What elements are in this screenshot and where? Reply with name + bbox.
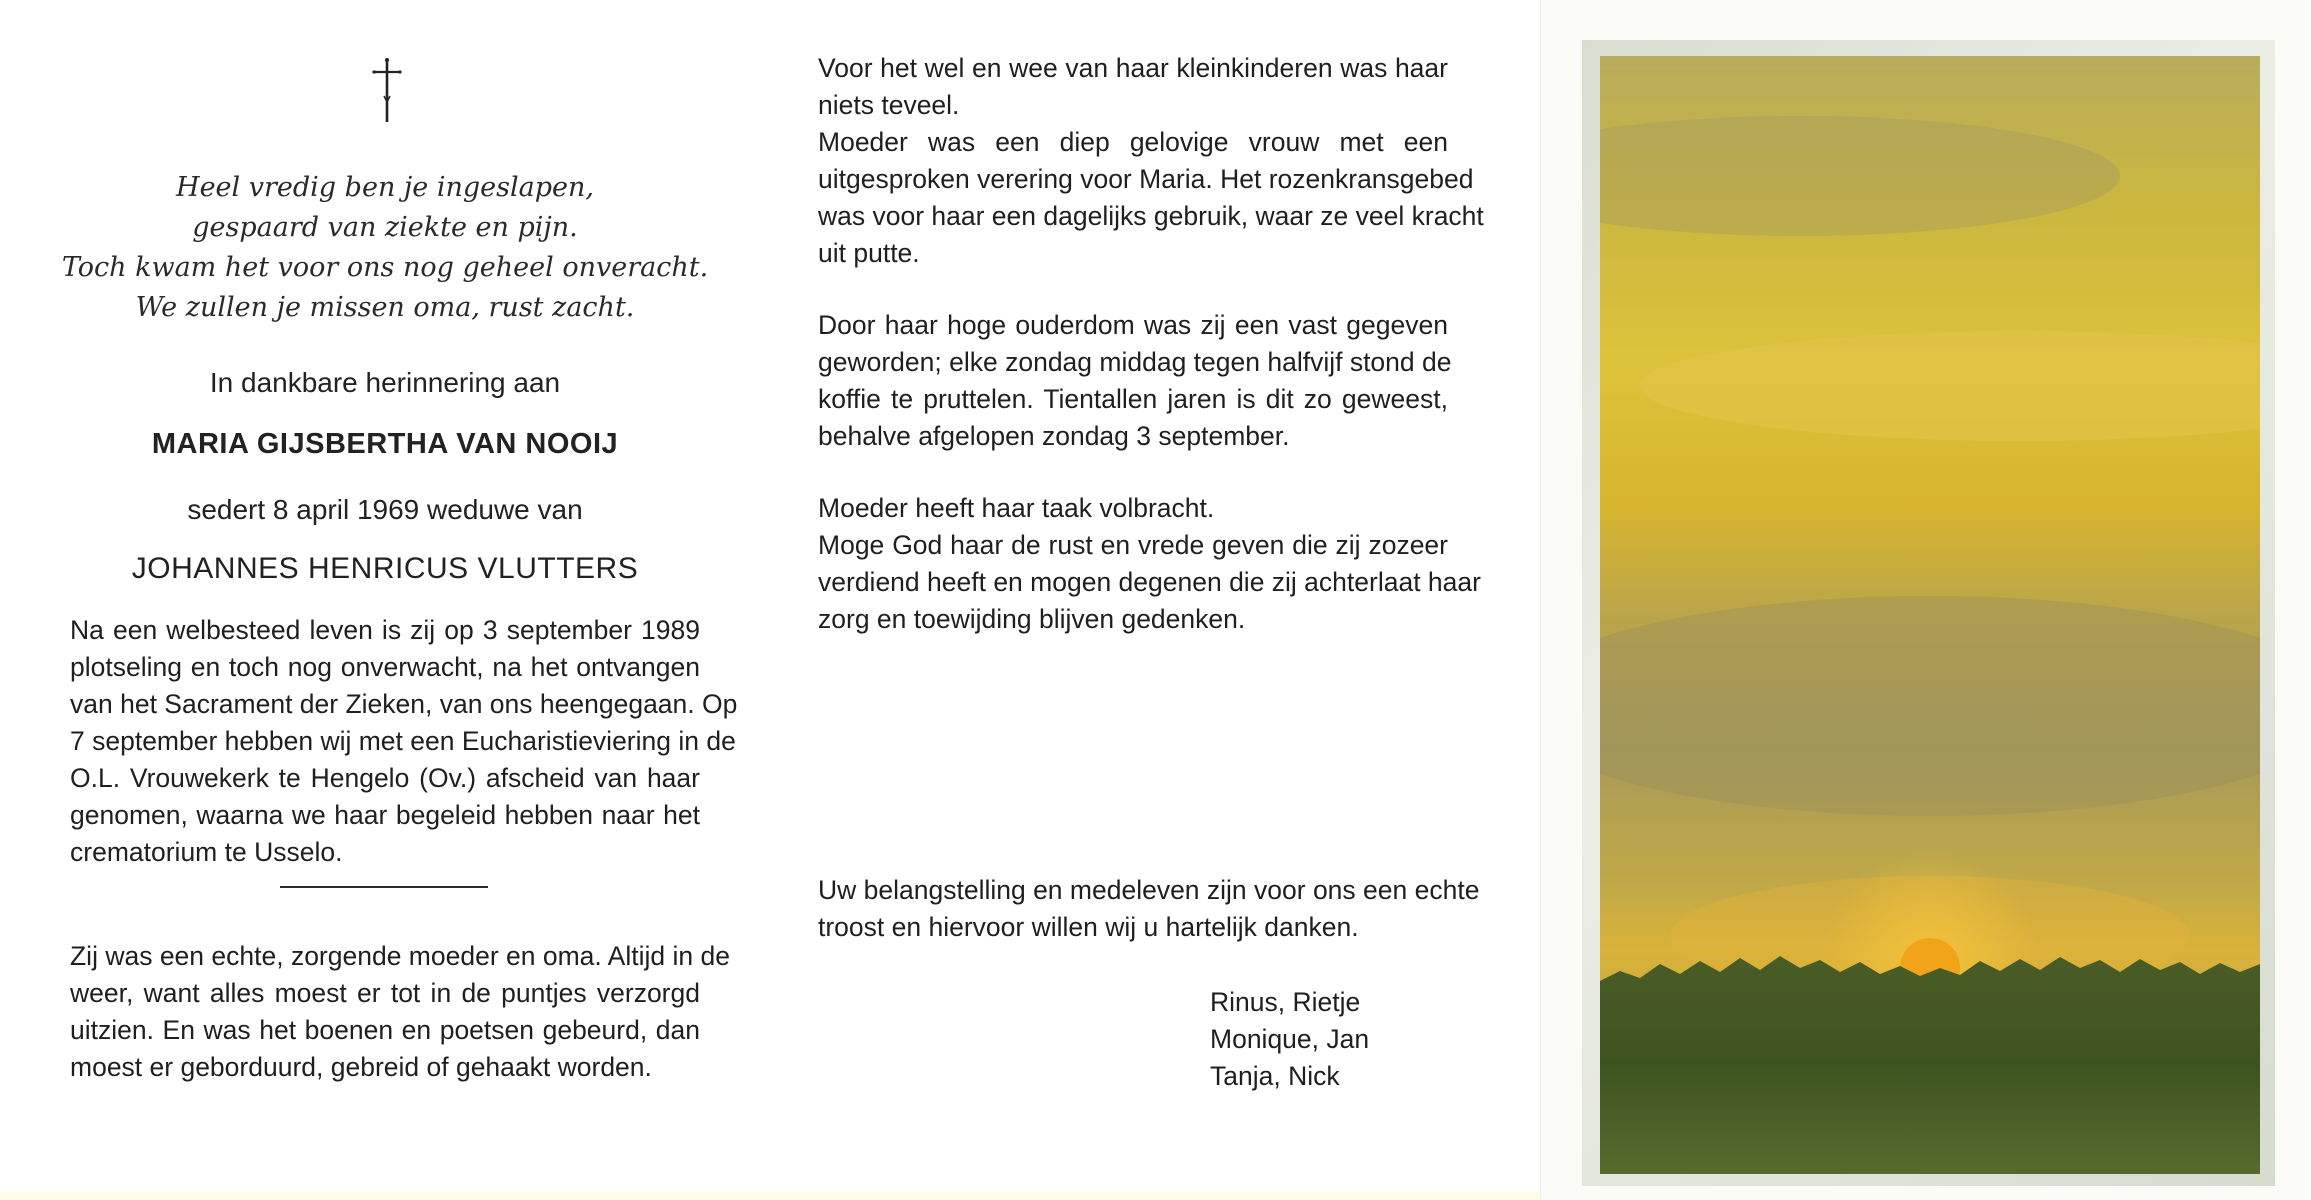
text-line: uit putte. (818, 238, 920, 268)
text-line: Moge God haar de rust en vrede geven die zij zozeer (818, 530, 1448, 560)
grandchildren-paragraph (818, 50, 1484, 272)
text-line: verdiend heeft en mogen degenen die zij achterlaat haar (818, 567, 1481, 597)
text-line: geworden; elke zondag middag tegen halfvijf stond de (818, 347, 1452, 377)
blessing-paragraph (818, 490, 1481, 638)
poem-line: Toch kwam het voor ons nog geheel onveracht. (61, 252, 709, 283)
text-line: crematorium te Usselo. (70, 837, 343, 867)
remembrance-intro: In dankbare herinnering aan (209, 367, 561, 398)
poem-line: We zullen je missen oma, rust zacht. (135, 292, 635, 323)
card-fold-line (1540, 0, 1542, 1200)
text-line: weer, want alles moest er tot in de puntjes verzorgd (70, 978, 700, 1008)
text-line: Door haar hoge ouderdom was zij een vast gegeven (818, 310, 1448, 340)
text-line: koffie te pruttelen. Tientallen jaren is dit zo geweest, (818, 384, 1448, 414)
deceased-name: MARIA GIJSBERTHA VAN NOOIJ (151, 428, 619, 460)
text-line: Uw belangstelling en medeleven zijn voor ons een echte (818, 875, 1480, 905)
sunday-coffee-paragraph (818, 307, 1452, 455)
text-line: 7 september hebben wij met een Eucharistieviering in de (70, 726, 736, 756)
text-line: moest er geborduurd, gebreid of gehaakt worden. (70, 1052, 652, 1082)
character-paragraph (70, 938, 730, 1086)
text-line: Moeder was een diep gelovige vrouw met een (818, 127, 1448, 157)
section-divider (280, 886, 488, 888)
text-line: was voor haar een dagelijks gebruik, waar ze veel kracht (818, 201, 1484, 231)
text-line: Voor het wel en wee van haar kleinkinderen was haar (818, 53, 1448, 83)
obituary-paragraph (70, 612, 738, 871)
text-line: troost en hiervoor willen wij u hartelijk danken. (818, 912, 1359, 942)
cross-icon (362, 56, 412, 126)
husband-name: JOHANNES HENRICUS VLUTTERS (131, 552, 639, 585)
poem-line: Heel vredig ben je ingeslapen, (176, 172, 594, 203)
signature-line: Monique, Jan (1210, 1024, 1370, 1054)
sunset-photo (1600, 56, 2260, 1174)
text-line: Zij was een echte, zorgende moeder en oma. Altijd in de (70, 941, 730, 971)
text-line: behalve afgelopen zondag 3 september. (818, 421, 1290, 451)
poem-line: gespaard van ziekte en pijn. (192, 212, 578, 243)
text-line: Na een welbesteed leven is zij op 3 september 1989 (70, 615, 700, 645)
text-line: Moeder heeft haar taak volbracht. (818, 493, 1215, 523)
text-line: genomen, waarna we haar begeleid hebben naar het (70, 800, 700, 830)
text-line: O.L. Vrouwekerk te Hengelo (Ov.) afscheid van haar (70, 763, 700, 793)
text-line: plotseling en toch nog onverwacht, na het ontvangen (70, 652, 700, 682)
text-line: uitgesproken verering voor Maria. Het rozenkransgebed (818, 164, 1474, 194)
family-signatures (1210, 984, 1450, 1095)
paper-edge (0, 1192, 1540, 1200)
text-line: van het Sacrament der Zieken, van ons heengegaan. Op (70, 689, 738, 719)
text-line: niets teveel. (818, 90, 960, 120)
signature-line: Tanja, Nick (1210, 1061, 1340, 1091)
text-line: zorg en toewijding blijven gedenken. (818, 604, 1246, 634)
widow-line: sedert 8 april 1969 weduwe van (187, 494, 583, 525)
thanks-paragraph (818, 872, 1480, 946)
memorial-poem (60, 168, 710, 328)
signature-line: Rinus, Rietje (1210, 987, 1361, 1017)
text-line: uitzien. En was het boenen en poetsen gebeurd, dan (70, 1015, 700, 1045)
